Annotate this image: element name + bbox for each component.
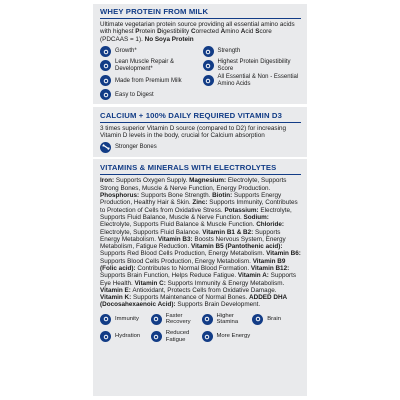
energy-icon [202,331,213,342]
vitamins-benefit-label: Hydration [115,333,141,340]
recovery-icon [151,314,162,325]
whey-benefit-item [203,74,302,87]
vitamins-benefit-label: More Energy [216,333,251,340]
whey-benefit-item [203,46,302,57]
vitamins-benefit-label: Brain [267,316,282,323]
whey-description: Ultimate vegetarian protein source providing all essential amino acids with highest Protein Digestibility Corrected Amino Acid Score (PDCAAS = 1). No Soya Protein [100,21,295,43]
nutrition-info-panel [93,4,307,396]
section-separator [93,157,307,160]
calcium-description: 3 times superior Vitamin D source (compared to D2) for increasing Vitamin D levels in the body, crucial for Calcium absorption [100,125,287,140]
whey-benefit-item [100,59,199,72]
vitamins-benefit-item [100,330,149,343]
amino-acids-icon [203,75,214,86]
divider [100,174,301,175]
whey-benefit-item [203,59,302,72]
vitamins-benefits-grid [100,313,301,343]
whey-benefit-label: All Essential & Non - Essential Amino Acids [217,74,299,87]
whey-benefit-label: Easy to Digest [115,91,154,98]
whey-benefit-item [100,89,199,100]
muscle-icon [100,60,111,71]
digest-icon [100,89,111,100]
vitamins-benefit-item [202,330,251,343]
divider [100,122,301,123]
whey-benefit-item [100,74,199,87]
vitamins-benefit-item [151,330,200,343]
fatigue-icon [151,331,162,342]
whey-benefit-item [100,46,199,57]
vitamins-benefit-item [202,313,251,326]
whey-benefit-label: Strength [217,48,241,55]
vitamins-benefit-label: Higher Stamina [216,312,239,326]
divider [100,18,301,19]
whey-benefit-label: Made from Premium Milk [115,77,182,84]
vitamins-benefit-label: Reduced Fatigue [165,329,190,343]
vitamins-benefit-label: Faster Recovery [165,312,191,326]
bone-icon [100,142,111,153]
vitamins-description: Iron: Supports Oxygen Supply. Magnesium: Electrolyte, Supports Strong Bones, Muscle & Nerve Function, Energy Production. Phosphorus: Supports Bone Strength. Biotin: Supports Energy Production, Healthy Hair & Skin. Zinc: Supports Immunity, Contributes to Protection of Cells from Oxidative Stress. Potassium: Electrolyte, Supports Fluid Balance, Muscle & Nerve Function. Sodium: Electrolyte, Supports Fluid Balance & Muscle Function. Chloride: Electrolyte, Supports Fluid Balance. Vitamin B1 & B2: Supports Energy Metabolism. Vitamin B3: Boosts Nervous System, Energy Metabolism, Fatigue Reduction. Vitamin B5 (Pantothenic acid): Supports Red Blood Cells Production, Energy Metabolism. Vitamin B6: Supports Blood Cells Production, Energy Metabolism. Vitamin B9 (Folic acid): Contributes to Normal Blood Formation. Vitamin B12: Supports Brain Function, Helps Reduce Fatigue. Vitamin A: Supports Eye Health. Vitamin C: Supports Immunity & Energy Metabolism. Vitamin E: Antioxidant, Protects Cells from Oxidative Damage. Vitamin K: Supports Maintenance of Normal Bones. ADDED DHA (Docosahexaenoic Acid): Supports Brain Development. [100,177,301,309]
growth-icon [100,46,111,57]
immunity-icon [100,314,111,325]
milk-icon [100,75,111,86]
whey-title: WHEY PROTEIN FROM MILK [100,7,209,16]
digestibility-icon [203,60,214,71]
vitamins-benefit-item [252,313,301,326]
vitamins-title: VITAMINS & MINERALS WITH ELECTROLYTES [100,163,277,173]
whey-benefit-label: Highest Protein Digestibility Score [217,59,291,72]
vitamins-benefit-label: Immunity [115,316,139,323]
whey-benefits-grid [100,46,301,100]
calcium-benefit-label: Stronger Bones [115,144,157,151]
section-separator [93,104,307,107]
vitamins-benefit-item [100,313,149,326]
vitamins-benefit-item [151,313,200,326]
whey-benefit-label: Lean Muscle Repair & Development* [115,59,175,72]
calcium-title: CALCIUM + 100% DAILY REQUIRED VITAMIN D3 [100,110,283,120]
hydration-icon [100,331,111,342]
whey-benefit-label: Growth* [115,48,137,55]
strength-icon [203,46,214,57]
calcium-benefit [100,142,301,153]
stamina-icon [202,314,213,325]
brain-icon [252,314,263,325]
